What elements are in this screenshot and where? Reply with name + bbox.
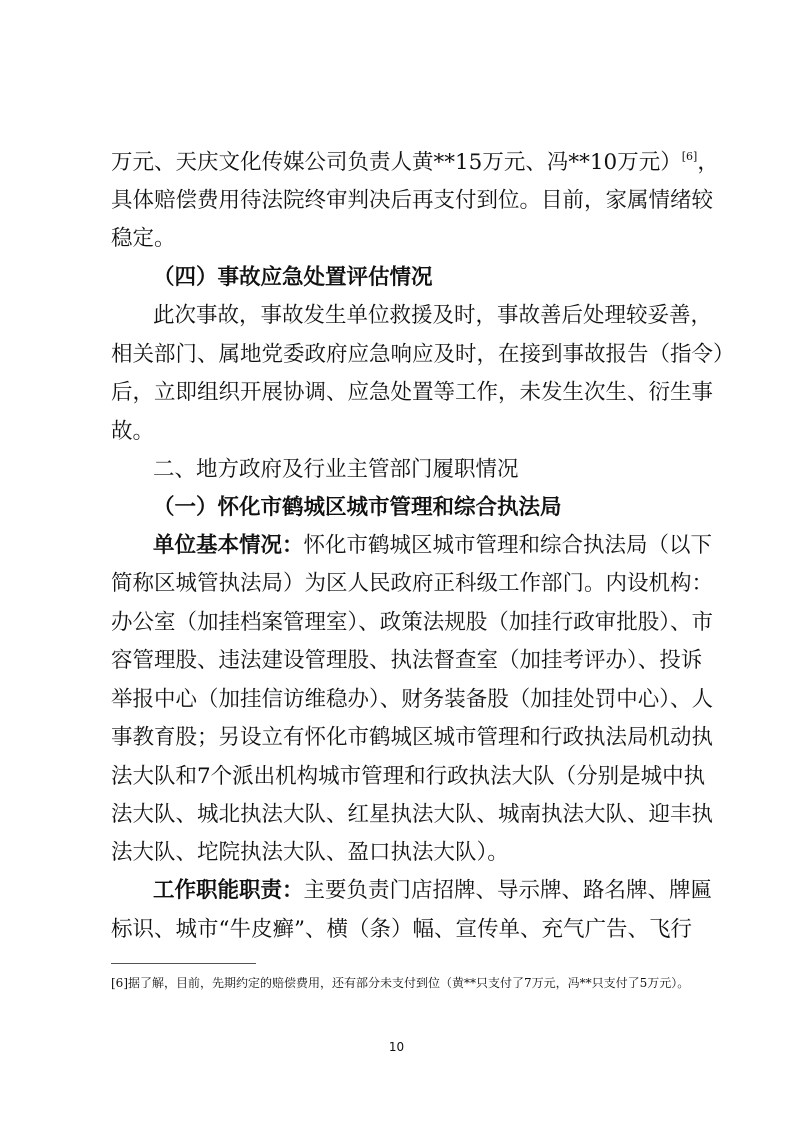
paragraph-3-line-2: 简称区城管执法局）为区人民政府正科级工作部门。内设机构： — [111, 571, 714, 596]
page-number: 10 — [388, 1040, 405, 1054]
paragraph-label: 单位基本情况： — [153, 533, 304, 558]
heading-emergency-response: （四）事故应急处置评估情况 — [153, 265, 433, 290]
footnote-separator — [111, 963, 256, 964]
paragraph-2-line-2: 相关部门、属地党委政府应急响应及时，在接到事故报告（指令） — [111, 342, 735, 367]
paragraph-2-line-1: 此次事故，事故发生单位救援及时，事故善后处理较妥善， — [153, 303, 713, 328]
paragraph-3-line-3: 办公室（加挂档案管理室）、政策法规股（加挂行政审批股）、市 — [111, 610, 714, 635]
text-run: 主要负责门店招牌、导示牌、路名牌、牌匾 — [303, 878, 713, 903]
paragraph-3-line-7: 法大队和7个派出机构城市管理和行政执法大队（分别是城中执 — [111, 764, 706, 789]
paragraph-2-line-3: 后，立即组织开展协调、应急处置等工作，未发生次生、衍生事 — [111, 380, 714, 405]
text-run: 怀化市鹤城区城市管理和综合执法局（以下 — [303, 533, 713, 558]
paragraph-3-line-6: 事教育股；另设立有怀化市鹤城区城市管理和行政执法局机动执 — [111, 725, 714, 750]
heading-bureau: （一）怀化市鹤城区城市管理和综合执法局 — [153, 495, 562, 520]
footnote: [6]据了解，目前，先期约定的赔偿费用，还有部分未支付到位（黄**只支付了7万元，冯**只支付了5万元）。 — [111, 976, 690, 990]
paragraph-3-line-1 — [153, 532, 713, 560]
paragraph-4-line-2: 标识、城市“牛皮癣”、横（条）幅、宣传单、充气广告、飞行 — [111, 917, 692, 942]
text-run: ， — [697, 150, 719, 175]
paragraph-3-line-5: 举报中心（加挂信访维稳办）、财务装备股（加挂处罚中心）、人 — [111, 687, 714, 712]
paragraph-3-line-9: 法大队、坨院执法大队、盈口执法大队）。 — [111, 840, 509, 865]
paragraph-4-line-1 — [153, 877, 713, 905]
heading-section-2: 二、地方政府及行业主管部门履职情况 — [153, 457, 519, 482]
paragraph-label: 工作职能职责： — [153, 878, 304, 903]
footnote-ref[interactable]: [6] — [681, 150, 698, 163]
text-run: 万元、天庆文化传媒公司负责人黄**15万元、冯**10万元） — [111, 150, 682, 175]
paragraph-1-line-2: 具体赔偿费用待法院终审判决后再支付到位。目前，家属情绪较 — [111, 188, 714, 213]
paragraph-1-line-3: 稳定。 — [111, 226, 176, 251]
paragraph-3-line-8: 法大队、城北执法大队、红星执法大队、城南执法大队、迎丰执 — [111, 802, 714, 827]
paragraph-3-line-4: 容管理股、违法建设管理股、执法督查室（加挂考评办）、投诉 — [111, 648, 703, 673]
paragraph-1-line-1 — [111, 149, 719, 177]
paragraph-2-line-4: 故。 — [111, 419, 155, 444]
